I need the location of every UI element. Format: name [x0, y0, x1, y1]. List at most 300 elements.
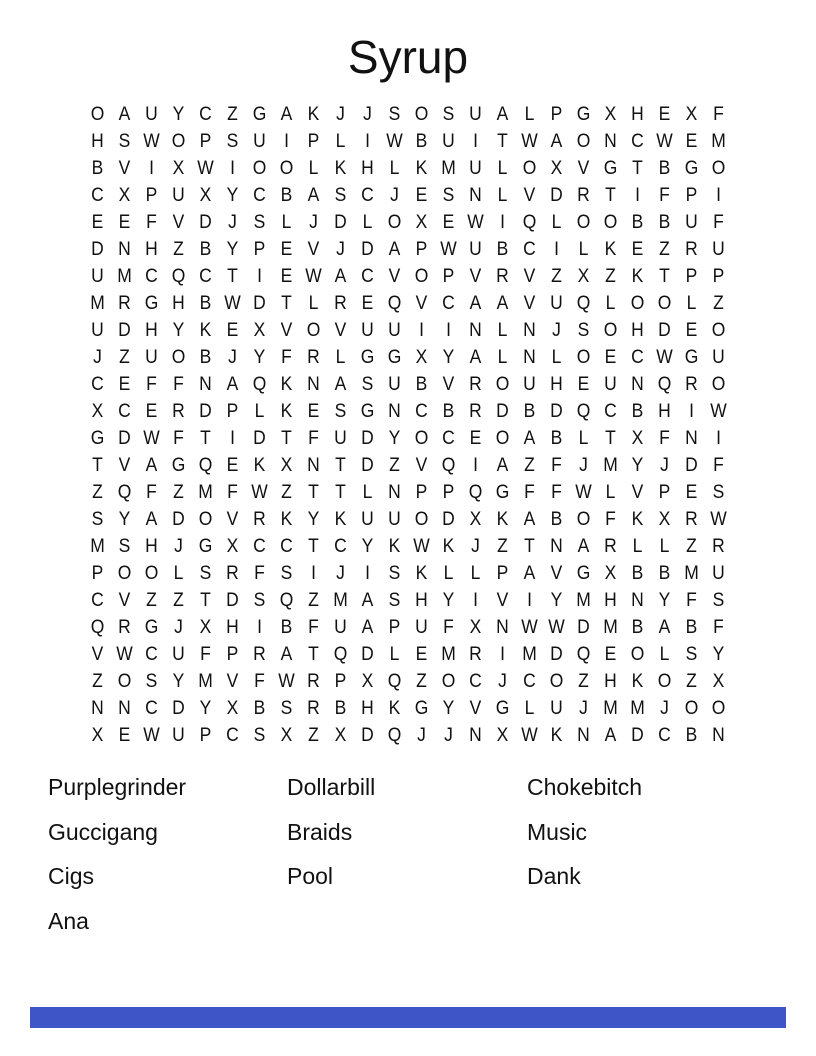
grid-letter: Z [497, 535, 508, 557]
grid-letter: I [257, 616, 262, 638]
grid-letter: C [118, 400, 131, 422]
grid-letter: O [495, 373, 510, 395]
grid-letter: B [658, 562, 671, 584]
grid-letter: H [658, 400, 671, 422]
grid-letter: E [685, 319, 698, 341]
grid-letter: V [550, 562, 563, 584]
grid-letter: D [91, 238, 104, 260]
grid-letter: J [390, 184, 399, 206]
grid-letter: P [307, 130, 320, 152]
grid-letter: B [199, 292, 212, 314]
grid-letter: J [660, 697, 669, 719]
grid-letter: N [307, 454, 320, 476]
grid-letter: N [631, 373, 644, 395]
grid-letter: F [713, 211, 724, 233]
grid-letter: V [631, 481, 644, 503]
grid-letter: O [711, 697, 726, 719]
grid-letter: V [118, 454, 131, 476]
grid-letter: N [388, 400, 401, 422]
grid-letter: F [146, 211, 157, 233]
word-item: Music [527, 818, 588, 845]
grid-letter: T [308, 535, 319, 557]
grid-letter: O [414, 427, 429, 449]
grid-letter: Z [92, 481, 103, 503]
grid-letter: M [711, 130, 726, 152]
grid-letter: T [335, 481, 346, 503]
grid-letter: P [253, 238, 266, 260]
grid-letter: D [118, 319, 131, 341]
grid-letter: I [500, 211, 505, 233]
grid-letter: U [523, 373, 536, 395]
grid-letter: R [118, 616, 131, 638]
grid-letter: B [334, 697, 347, 719]
grid-letter: J [579, 454, 588, 476]
grid-letter: G [684, 346, 699, 368]
grid-letter: L [281, 211, 292, 233]
grid-letter: B [631, 616, 644, 638]
grid-letter: L [524, 697, 535, 719]
grid-letter: G [684, 157, 699, 179]
grid-letter: K [280, 400, 293, 422]
puzzle-title: Syrup [347, 31, 469, 83]
grid-letter: D [550, 184, 563, 206]
grid-letter: O [495, 427, 510, 449]
grid-letter: F [524, 481, 535, 503]
grid-letter: F [551, 454, 562, 476]
grid-letter: A [496, 292, 509, 314]
word-item: Chokebitch [527, 774, 643, 801]
grid-letter: Y [388, 427, 401, 449]
grid-letter: E [577, 373, 590, 395]
grid-letter: B [658, 157, 671, 179]
grid-letter: K [199, 319, 212, 341]
grid-letter: Y [253, 346, 266, 368]
grid-letter: L [497, 157, 508, 179]
grid-letter: K [253, 454, 266, 476]
grid-letter: R [226, 562, 239, 584]
grid-letter: W [467, 211, 484, 233]
grid-letter: Y [172, 670, 185, 692]
grid-letter: S [280, 697, 293, 719]
grid-letter: P [496, 562, 509, 584]
grid-letter: C [523, 670, 536, 692]
grid-letter: Z [551, 265, 562, 287]
grid-letter: I [257, 265, 262, 287]
grid-letter: E [685, 481, 698, 503]
grid-letter: R [172, 400, 185, 422]
grid-letter: E [307, 400, 320, 422]
grid-letter: F [308, 616, 319, 638]
grid-letter: C [604, 400, 617, 422]
grid-letter: P [415, 481, 428, 503]
grid-letter: I [311, 562, 316, 584]
grid-letter: M [603, 454, 618, 476]
grid-letter: L [443, 562, 454, 584]
grid-letter: K [496, 508, 509, 530]
grid-letter: D [172, 697, 185, 719]
grid-letter: O [90, 103, 105, 125]
grid-letter: S [145, 670, 158, 692]
grid-letter: F [227, 481, 238, 503]
grid-letter: M [117, 265, 132, 287]
grid-letter: C [658, 724, 671, 746]
grid-letter: W [386, 130, 403, 152]
grid-letter: Y [442, 697, 455, 719]
grid-letter: U [334, 427, 347, 449]
grid-letter: C [523, 238, 536, 260]
grid-letter: Y [712, 643, 725, 665]
grid-letter: I [473, 589, 478, 611]
grid-letter: V [496, 589, 509, 611]
grid-letter: I [149, 157, 154, 179]
grid-letter: D [361, 724, 374, 746]
grid-letter: O [576, 130, 591, 152]
grid-letter: X [415, 211, 428, 233]
grid-letter: R [307, 697, 320, 719]
grid-letter: B [280, 616, 293, 638]
grid-letter: Y [199, 697, 212, 719]
letter-grid [84, 101, 732, 749]
grid-letter: P [199, 130, 212, 152]
grid-letter: U [91, 319, 104, 341]
grid-letter: T [632, 157, 643, 179]
grid-letter: W [305, 265, 322, 287]
grid-letter: T [227, 265, 238, 287]
grid-letter: A [577, 535, 590, 557]
grid-letter: F [254, 562, 265, 584]
grid-letter: X [253, 319, 266, 341]
grid-letter: Z [92, 670, 103, 692]
grid-letter: A [658, 616, 671, 638]
grid-letter: Z [605, 265, 616, 287]
grid-letter: X [280, 454, 293, 476]
grid-letter: A [361, 616, 374, 638]
grid-letter: W [575, 481, 592, 503]
grid-letter: U [91, 265, 104, 287]
grid-letter: D [172, 508, 185, 530]
grid-letter: V [469, 697, 482, 719]
grid-letter: G [144, 292, 159, 314]
grid-letter: X [577, 265, 590, 287]
grid-letter: G [576, 562, 591, 584]
grid-letter: O [414, 265, 429, 287]
grid-letter: J [93, 346, 102, 368]
grid-letter: P [685, 265, 698, 287]
grid-letter: T [200, 427, 211, 449]
grid-letter: N [469, 724, 482, 746]
grid-letter: P [145, 184, 158, 206]
grid-letter: Q [198, 454, 213, 476]
grid-letter: I [365, 130, 370, 152]
grid-letter: G [360, 346, 375, 368]
grid-letter: P [388, 616, 401, 638]
grid-letter: X [469, 508, 482, 530]
grid-letter: Y [631, 454, 644, 476]
grid-letter: B [442, 400, 455, 422]
grid-letter: V [523, 184, 536, 206]
grid-letter: O [711, 157, 726, 179]
grid-letter: O [603, 319, 618, 341]
grid-letter: B [550, 427, 563, 449]
grid-letter: K [307, 103, 320, 125]
grid-letter: Q [387, 724, 402, 746]
grid-letter: F [146, 481, 157, 503]
grid-letter: O [117, 562, 132, 584]
grid-letter: V [415, 292, 428, 314]
grid-letter: S [253, 211, 266, 233]
grid-letter: P [550, 103, 563, 125]
grid-letter: X [91, 724, 104, 746]
grid-letter: S [118, 535, 131, 557]
grid-letter: R [307, 346, 320, 368]
grid-letter: U [145, 346, 158, 368]
grid-letter: L [389, 157, 400, 179]
grid-letter: U [415, 616, 428, 638]
grid-letter: W [413, 535, 430, 557]
grid-letter: C [361, 184, 374, 206]
grid-letter: J [660, 454, 669, 476]
grid-letter: I [554, 238, 559, 260]
grid-letter: Q [90, 616, 105, 638]
grid-letter: J [336, 103, 345, 125]
grid-letter: F [713, 616, 724, 638]
grid-letter: N [307, 373, 320, 395]
grid-letter: W [116, 643, 133, 665]
grid-letter: X [334, 724, 347, 746]
grid-letter: F [713, 454, 724, 476]
grid-letter: W [548, 616, 565, 638]
grid-letter: Y [442, 589, 455, 611]
grid-letter: O [441, 670, 456, 692]
grid-letter: O [522, 157, 537, 179]
grid-letter: Z [578, 670, 589, 692]
grid-letter: N [550, 535, 563, 557]
grid-letter: Q [576, 292, 591, 314]
grid-letter: Q [657, 373, 672, 395]
grid-letter: S [253, 589, 266, 611]
grid-letter: A [145, 508, 158, 530]
grid-letter: U [388, 319, 401, 341]
grid-letter: U [550, 697, 563, 719]
grid-letter: V [307, 238, 320, 260]
grid-letter: F [200, 643, 211, 665]
grid-letter: Z [146, 589, 157, 611]
grid-letter: Z [686, 670, 697, 692]
grid-letter: F [308, 427, 319, 449]
grid-letter: G [144, 616, 159, 638]
grid-letter: K [388, 697, 401, 719]
grid-letter: W [710, 508, 727, 530]
grid-letter: H [361, 157, 374, 179]
grid-letter: H [604, 670, 617, 692]
grid-letter: V [334, 319, 347, 341]
grid-letter: F [659, 427, 670, 449]
grid-letter: D [658, 319, 671, 341]
grid-letter: F [443, 616, 454, 638]
grid-letter: C [631, 130, 644, 152]
grid-letter: S [334, 400, 347, 422]
grid-letter: X [712, 670, 725, 692]
grid-letter: W [710, 400, 727, 422]
grid-letter: U [388, 373, 401, 395]
grid-letter: J [363, 103, 372, 125]
grid-letter: H [145, 535, 158, 557]
grid-letter: E [361, 292, 374, 314]
grid-letter: H [145, 238, 158, 260]
grid-letter: A [604, 724, 617, 746]
grid-letter: P [658, 481, 671, 503]
grid-letter: T [497, 130, 508, 152]
grid-letter: B [91, 157, 104, 179]
grid-letter: P [442, 265, 455, 287]
grid-letter: L [497, 346, 508, 368]
grid-letter: S [712, 589, 725, 611]
grid-letter: F [551, 481, 562, 503]
grid-letter: S [388, 562, 401, 584]
grid-letter: A [280, 643, 293, 665]
grid-letter: I [500, 643, 505, 665]
grid-letter: R [496, 265, 509, 287]
grid-letter: J [336, 562, 345, 584]
grid-letter: R [334, 292, 347, 314]
grid-letter: B [280, 184, 293, 206]
grid-letter: J [552, 319, 561, 341]
grid-letter: J [336, 238, 345, 260]
grid-letter: W [143, 130, 160, 152]
grid-letter: S [388, 589, 401, 611]
grid-letter: H [604, 589, 617, 611]
grid-letter: Y [226, 184, 239, 206]
grid-letter: M [198, 481, 213, 503]
grid-letter: O [279, 157, 294, 179]
grid-letter: E [658, 103, 671, 125]
grid-letter: E [280, 265, 293, 287]
grid-letter: C [253, 535, 266, 557]
grid-letter: L [497, 319, 508, 341]
grid-letter: H [550, 373, 563, 395]
grid-letter: T [281, 427, 292, 449]
word-item: Pool [287, 863, 334, 890]
grid-letter: Y [118, 508, 131, 530]
grid-letter: U [361, 508, 374, 530]
grid-letter: N [91, 697, 104, 719]
grid-letter: C [415, 400, 428, 422]
grid-letter: Z [659, 238, 670, 260]
grid-letter: U [172, 643, 185, 665]
grid-letter: T [308, 481, 319, 503]
grid-letter: A [280, 103, 293, 125]
word-item: Cigs [48, 863, 95, 890]
grid-letter: L [524, 103, 535, 125]
grid-letter: Z [713, 292, 724, 314]
grid-letter: A [307, 184, 320, 206]
grid-letter: E [415, 184, 428, 206]
grid-letter: A [118, 103, 131, 125]
grid-letter: T [659, 265, 670, 287]
grid-letter: B [253, 697, 266, 719]
grid-letter: A [361, 589, 374, 611]
grid-letter: C [280, 535, 293, 557]
grid-letter: Z [308, 724, 319, 746]
grid-letter: M [90, 535, 105, 557]
word-item: Purplegrinder [48, 774, 187, 801]
grid-letter: V [388, 265, 401, 287]
footer-bar [30, 1007, 786, 1028]
grid-letter: D [496, 400, 509, 422]
grid-letter: Q [117, 481, 132, 503]
grid-letter: A [226, 373, 239, 395]
grid-letter: D [199, 211, 212, 233]
grid-letter: A [550, 130, 563, 152]
grid-letter: C [199, 103, 212, 125]
grid-letter: R [685, 373, 698, 395]
grid-letter: R [253, 508, 266, 530]
grid-letter: G [495, 697, 510, 719]
grid-letter: V [523, 265, 536, 287]
grid-letter: O [306, 319, 321, 341]
grid-letter: L [470, 562, 481, 584]
grid-letter: A [334, 373, 347, 395]
grid-letter: K [388, 535, 401, 557]
grid-letter: I [446, 319, 451, 341]
grid-letter: C [631, 346, 644, 368]
grid-letter: B [496, 238, 509, 260]
grid-letter: W [143, 427, 160, 449]
grid-letter: Q [333, 643, 348, 665]
grid-letter: J [309, 211, 318, 233]
grid-letter: S [577, 319, 590, 341]
grid-letter: P [442, 481, 455, 503]
grid-letter: I [716, 184, 721, 206]
grid-letter: U [334, 616, 347, 638]
grid-letter: Y [361, 535, 374, 557]
word-item: Dollarbill [287, 774, 376, 801]
grid-letter: A [496, 454, 509, 476]
grid-letter: D [550, 400, 563, 422]
grid-letter: S [685, 643, 698, 665]
grid-letter: F [146, 373, 157, 395]
grid-letter: G [360, 400, 375, 422]
grid-letter: T [605, 184, 616, 206]
grid-letter: J [471, 535, 480, 557]
word-list [48, 765, 816, 943]
grid-letter: A [523, 427, 536, 449]
grid-letter: R [685, 508, 698, 530]
grid-letter: X [685, 103, 698, 125]
grid-letter: O [171, 346, 186, 368]
grid-letter: A [469, 292, 482, 314]
grid-letter: Y [442, 346, 455, 368]
grid-letter: G [495, 481, 510, 503]
grid-letter: V [118, 157, 131, 179]
grid-letter: G [252, 103, 267, 125]
grid-letter: G [90, 427, 105, 449]
grid-letter: L [659, 643, 670, 665]
grid-letter: H [631, 103, 644, 125]
grid-letter: X [550, 157, 563, 179]
grid-letter: U [253, 130, 266, 152]
grid-letter: I [473, 130, 478, 152]
grid-letter: N [523, 319, 536, 341]
grid-letter: U [469, 103, 482, 125]
grid-letter: S [442, 184, 455, 206]
grid-letter: T [200, 589, 211, 611]
grid-letter: A [334, 265, 347, 287]
grid-letter: E [118, 211, 131, 233]
grid-letter: M [576, 589, 591, 611]
grid-letter: U [469, 157, 482, 179]
grid-letter: G [198, 535, 213, 557]
